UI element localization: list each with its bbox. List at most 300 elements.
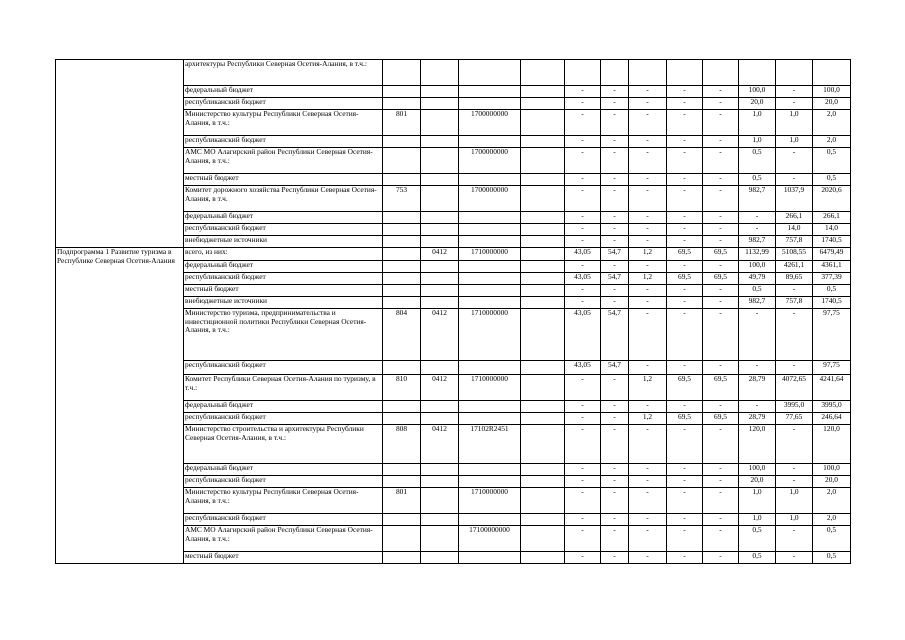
section-cell <box>421 464 459 476</box>
target-article-cell <box>459 464 521 476</box>
year-7-cell: 1,0 <box>776 136 813 148</box>
year-1-cell: - <box>565 212 601 224</box>
year-4-cell: - <box>667 514 703 526</box>
target-article-cell <box>459 285 521 297</box>
year-3-cell: 1,2 <box>629 248 667 261</box>
total-cell: 266,1 <box>813 212 851 224</box>
target-article-cell: 1710000000 <box>459 375 521 401</box>
year-1-cell: - <box>565 186 601 212</box>
expense-type-cell <box>521 186 565 212</box>
year-7-cell: 1,0 <box>776 488 813 514</box>
description-cell: федеральный бюджет <box>184 212 383 224</box>
target-article-cell <box>459 261 521 273</box>
program-cell <box>56 60 184 248</box>
expense-type-cell <box>521 148 565 174</box>
year-3-cell: - <box>629 297 667 309</box>
expense-type-cell <box>521 110 565 136</box>
target-article-cell <box>459 174 521 186</box>
year-2-cell: - <box>601 86 629 98</box>
year-4-cell: - <box>667 488 703 514</box>
section-cell <box>421 285 459 297</box>
table-body <box>56 60 851 564</box>
table-row <box>56 60 851 86</box>
section-cell: 0412 <box>421 425 459 464</box>
year-7-cell: - <box>776 464 813 476</box>
year-3-cell: - <box>629 212 667 224</box>
year-5-cell: - <box>703 174 739 186</box>
year-7-cell: 757,8 <box>776 297 813 309</box>
year-4-cell: - <box>667 98 703 110</box>
grbs-cell <box>383 552 421 564</box>
description-cell: республиканский бюджет <box>184 361 383 375</box>
year-3-cell: - <box>629 236 667 248</box>
year-5-cell: - <box>703 285 739 297</box>
year-5-cell: - <box>703 148 739 174</box>
section-cell <box>421 174 459 186</box>
year-2-cell: - <box>601 174 629 186</box>
year-1-cell: - <box>565 224 601 236</box>
description-cell: республиканский бюджет <box>184 273 383 285</box>
program-cell: Подпрограмма 1 Развитие туризма в Республике Северная Осетия-Алания <box>56 248 184 564</box>
grbs-cell <box>383 60 421 86</box>
year-1-cell <box>565 60 601 86</box>
year-2-cell: 54,7 <box>601 273 629 285</box>
year-1-cell: - <box>565 425 601 464</box>
year-6-cell <box>739 60 776 86</box>
total-cell: 1740,5 <box>813 297 851 309</box>
description-cell: Министерство туризма, предпринимательства и инвестиционной политики Республики Северная Осетия-Алания, в т.ч.: <box>184 309 383 361</box>
grbs-cell <box>383 236 421 248</box>
expense-type-cell <box>521 401 565 413</box>
year-1-cell: - <box>565 148 601 174</box>
year-3-cell: - <box>629 110 667 136</box>
description-cell: Министерство культуры Республики Северная Осетия-Алания, в т.ч.: <box>184 110 383 136</box>
year-2-cell: - <box>601 297 629 309</box>
target-article-cell: 1710000000 <box>459 248 521 261</box>
year-4-cell: - <box>667 136 703 148</box>
expense-type-cell <box>521 273 565 285</box>
total-cell: 2,0 <box>813 136 851 148</box>
year-7-cell: 14,0 <box>776 224 813 236</box>
grbs-cell <box>383 297 421 309</box>
year-4-cell: - <box>667 186 703 212</box>
section-cell <box>421 60 459 86</box>
grbs-cell: 801 <box>383 488 421 514</box>
total-cell: 4241,64 <box>813 375 851 401</box>
total-cell: 2,0 <box>813 514 851 526</box>
year-4-cell: 69,5 <box>667 273 703 285</box>
grbs-cell <box>383 464 421 476</box>
year-6-cell: - <box>739 212 776 224</box>
section-cell: 0412 <box>421 375 459 401</box>
year-2-cell: 54,7 <box>601 248 629 261</box>
year-3-cell: - <box>629 186 667 212</box>
year-6-cell: 1,0 <box>739 488 776 514</box>
year-7-cell: - <box>776 552 813 564</box>
year-4-cell: - <box>667 86 703 98</box>
year-1-cell: - <box>565 297 601 309</box>
description-cell: республиканский бюджет <box>184 98 383 110</box>
year-2-cell: - <box>601 476 629 488</box>
expense-type-cell <box>521 297 565 309</box>
year-2-cell: - <box>601 514 629 526</box>
target-article-cell: 17100000000 <box>459 526 521 552</box>
year-2-cell: - <box>601 110 629 136</box>
year-5-cell: - <box>703 236 739 248</box>
description-cell: республиканский бюджет <box>184 136 383 148</box>
expense-type-cell <box>521 526 565 552</box>
target-article-cell: 1710000000 <box>459 309 521 361</box>
year-1-cell: - <box>565 86 601 98</box>
section-cell <box>421 110 459 136</box>
target-article-cell: 1710000000 <box>459 488 521 514</box>
expense-type-cell <box>521 375 565 401</box>
year-4-cell: - <box>667 236 703 248</box>
year-7-cell: 89,65 <box>776 273 813 285</box>
total-cell: 100,0 <box>813 464 851 476</box>
year-2-cell: - <box>601 236 629 248</box>
year-6-cell: 0,5 <box>739 285 776 297</box>
section-cell <box>421 236 459 248</box>
year-7-cell: - <box>776 148 813 174</box>
year-7-cell: 1037,9 <box>776 186 813 212</box>
year-5-cell: 69,5 <box>703 375 739 401</box>
year-6-cell: - <box>739 309 776 361</box>
grbs-cell <box>383 413 421 425</box>
grbs-cell: 753 <box>383 186 421 212</box>
year-5-cell: - <box>703 309 739 361</box>
description-cell: АМС МО Алагирский район Республики Северная Осетия-Алания, в т.ч.: <box>184 148 383 174</box>
section-cell <box>421 361 459 375</box>
year-3-cell <box>629 60 667 86</box>
year-7-cell: 77,65 <box>776 413 813 425</box>
year-2-cell: - <box>601 261 629 273</box>
target-article-cell <box>459 552 521 564</box>
year-6-cell: 982,7 <box>739 297 776 309</box>
description-cell: республиканский бюджет <box>184 514 383 526</box>
target-article-cell <box>459 401 521 413</box>
year-6-cell: 120,0 <box>739 425 776 464</box>
year-7-cell: - <box>776 86 813 98</box>
description-cell: федеральный бюджет <box>184 464 383 476</box>
target-article-cell <box>459 413 521 425</box>
grbs-cell <box>383 86 421 98</box>
year-7-cell: 1,0 <box>776 514 813 526</box>
year-4-cell: - <box>667 212 703 224</box>
year-1-cell: - <box>565 514 601 526</box>
year-7-cell: - <box>776 309 813 361</box>
section-cell <box>421 98 459 110</box>
year-6-cell: 0,5 <box>739 552 776 564</box>
year-2-cell: - <box>601 425 629 464</box>
section-cell <box>421 273 459 285</box>
description-cell: Комитет дорожного хозяйства Республики Северная Осетия-Алания, в т.ч. <box>184 186 383 212</box>
year-7-cell: - <box>776 285 813 297</box>
year-3-cell: - <box>629 98 667 110</box>
total-cell: 2020,6 <box>813 186 851 212</box>
year-6-cell: 982,7 <box>739 186 776 212</box>
year-1-cell: - <box>565 488 601 514</box>
year-5-cell: - <box>703 297 739 309</box>
total-cell: 2,0 <box>813 488 851 514</box>
year-5-cell: 69,5 <box>703 413 739 425</box>
target-article-cell <box>459 297 521 309</box>
year-5-cell: - <box>703 476 739 488</box>
year-5-cell: - <box>703 136 739 148</box>
year-3-cell: - <box>629 86 667 98</box>
section-cell: 0412 <box>421 309 459 361</box>
description-cell: федеральный бюджет <box>184 86 383 98</box>
total-cell: 20,0 <box>813 476 851 488</box>
target-article-cell <box>459 514 521 526</box>
year-7-cell: 4261,1 <box>776 261 813 273</box>
year-6-cell: 0,5 <box>739 526 776 552</box>
year-7-cell: 5108,55 <box>776 248 813 261</box>
year-5-cell: - <box>703 425 739 464</box>
year-3-cell: - <box>629 526 667 552</box>
year-7-cell: 1,0 <box>776 110 813 136</box>
year-2-cell: - <box>601 375 629 401</box>
year-2-cell: - <box>601 148 629 174</box>
year-5-cell: - <box>703 526 739 552</box>
year-2-cell: - <box>601 488 629 514</box>
total-cell: 377,39 <box>813 273 851 285</box>
year-6-cell: 0,5 <box>739 148 776 174</box>
budget-table <box>55 59 851 564</box>
grbs-cell <box>383 174 421 186</box>
expense-type-cell <box>521 552 565 564</box>
year-5-cell: - <box>703 401 739 413</box>
year-2-cell: - <box>601 526 629 552</box>
grbs-cell: 801 <box>383 110 421 136</box>
year-1-cell: - <box>565 174 601 186</box>
grbs-cell: 804 <box>383 309 421 361</box>
year-6-cell: 20,0 <box>739 476 776 488</box>
section-cell <box>421 401 459 413</box>
year-5-cell: - <box>703 224 739 236</box>
year-2-cell: - <box>601 136 629 148</box>
year-6-cell: - <box>739 361 776 375</box>
expense-type-cell <box>521 514 565 526</box>
grbs-cell <box>383 212 421 224</box>
expense-type-cell <box>521 261 565 273</box>
target-article-cell: 17102R2451 <box>459 425 521 464</box>
year-1-cell: - <box>565 413 601 425</box>
year-7-cell: - <box>776 361 813 375</box>
year-5-cell: - <box>703 464 739 476</box>
expense-type-cell <box>521 413 565 425</box>
year-5-cell <box>703 60 739 86</box>
year-1-cell: - <box>565 261 601 273</box>
year-3-cell: - <box>629 552 667 564</box>
year-4-cell: - <box>667 297 703 309</box>
total-cell <box>813 60 851 86</box>
year-1-cell: - <box>565 464 601 476</box>
year-4-cell: - <box>667 285 703 297</box>
year-6-cell: 0,5 <box>739 174 776 186</box>
total-cell: 20,0 <box>813 98 851 110</box>
year-6-cell: 100,0 <box>739 464 776 476</box>
year-7-cell: - <box>776 98 813 110</box>
description-cell: внебюджетные источники <box>184 236 383 248</box>
year-5-cell: 69,5 <box>703 273 739 285</box>
year-6-cell: - <box>739 401 776 413</box>
year-6-cell: 1,0 <box>739 110 776 136</box>
total-cell: 97,75 <box>813 361 851 375</box>
target-article-cell <box>459 86 521 98</box>
grbs-cell <box>383 285 421 297</box>
year-2-cell: - <box>601 401 629 413</box>
year-1-cell: - <box>565 98 601 110</box>
grbs-cell <box>383 261 421 273</box>
year-6-cell: 1,0 <box>739 136 776 148</box>
year-4-cell: - <box>667 526 703 552</box>
target-article-cell: 1700000000 <box>459 148 521 174</box>
description-cell: местный бюджет <box>184 174 383 186</box>
expense-type-cell <box>521 248 565 261</box>
year-4-cell: - <box>667 224 703 236</box>
total-cell: 120,0 <box>813 425 851 464</box>
section-cell <box>421 212 459 224</box>
grbs-cell <box>383 224 421 236</box>
target-article-cell <box>459 98 521 110</box>
year-3-cell: 1,2 <box>629 375 667 401</box>
year-7-cell: - <box>776 425 813 464</box>
year-5-cell: - <box>703 98 739 110</box>
total-cell: 14,0 <box>813 224 851 236</box>
year-3-cell: - <box>629 488 667 514</box>
year-4-cell: - <box>667 110 703 136</box>
year-6-cell: 20,0 <box>739 98 776 110</box>
total-cell: 4361,1 <box>813 261 851 273</box>
year-1-cell: 43,05 <box>565 361 601 375</box>
target-article-cell <box>459 60 521 86</box>
year-1-cell: - <box>565 236 601 248</box>
grbs-cell: 810 <box>383 375 421 401</box>
year-6-cell: 49,79 <box>739 273 776 285</box>
expense-type-cell <box>521 174 565 186</box>
year-3-cell: 1,2 <box>629 273 667 285</box>
year-7-cell: - <box>776 476 813 488</box>
year-3-cell: - <box>629 224 667 236</box>
year-4-cell: - <box>667 148 703 174</box>
year-5-cell: - <box>703 361 739 375</box>
year-6-cell: - <box>739 224 776 236</box>
description-cell: республиканский бюджет <box>184 476 383 488</box>
expense-type-cell <box>521 309 565 361</box>
section-cell <box>421 148 459 174</box>
year-6-cell: 100,0 <box>739 86 776 98</box>
description-cell: Министерство культуры Республики Северная Осетия-Алания, в т.ч.: <box>184 488 383 514</box>
year-4-cell: - <box>667 552 703 564</box>
grbs-cell <box>383 476 421 488</box>
year-1-cell: - <box>565 552 601 564</box>
grbs-cell <box>383 361 421 375</box>
year-3-cell: - <box>629 514 667 526</box>
total-cell: 1740,5 <box>813 236 851 248</box>
year-3-cell: - <box>629 464 667 476</box>
year-3-cell: - <box>629 476 667 488</box>
year-5-cell: - <box>703 552 739 564</box>
section-cell <box>421 476 459 488</box>
year-2-cell: 54,7 <box>601 309 629 361</box>
total-cell: 3995,0 <box>813 401 851 413</box>
expense-type-cell <box>521 98 565 110</box>
description-cell: архитектуры Республики Северная Осетия-Алания, в т.ч.: <box>184 60 383 86</box>
target-article-cell <box>459 476 521 488</box>
grbs-cell <box>383 401 421 413</box>
total-cell: 0,5 <box>813 552 851 564</box>
year-4-cell: - <box>667 261 703 273</box>
target-article-cell <box>459 224 521 236</box>
year-4-cell: - <box>667 476 703 488</box>
grbs-cell <box>383 514 421 526</box>
year-1-cell: 43,05 <box>565 273 601 285</box>
year-3-cell: 1,2 <box>629 413 667 425</box>
target-article-cell <box>459 361 521 375</box>
year-7-cell: - <box>776 174 813 186</box>
year-3-cell: - <box>629 309 667 361</box>
year-2-cell: 54,7 <box>601 361 629 375</box>
year-7-cell: 757,8 <box>776 236 813 248</box>
year-5-cell: - <box>703 86 739 98</box>
year-2-cell: - <box>601 552 629 564</box>
year-1-cell: - <box>565 526 601 552</box>
target-article-cell <box>459 212 521 224</box>
expense-type-cell <box>521 425 565 464</box>
grbs-cell: 808 <box>383 425 421 464</box>
year-3-cell: - <box>629 285 667 297</box>
year-7-cell: 4072,65 <box>776 375 813 401</box>
total-cell: 0,5 <box>813 526 851 552</box>
year-6-cell: 28,79 <box>739 375 776 401</box>
year-5-cell: - <box>703 110 739 136</box>
section-cell <box>421 186 459 212</box>
expense-type-cell <box>521 361 565 375</box>
section-cell <box>421 413 459 425</box>
section-cell <box>421 514 459 526</box>
total-cell: 0,5 <box>813 285 851 297</box>
section-cell <box>421 86 459 98</box>
year-3-cell: - <box>629 148 667 174</box>
grbs-cell <box>383 273 421 285</box>
section-cell: 0412 <box>421 248 459 261</box>
year-5-cell: - <box>703 212 739 224</box>
year-3-cell: - <box>629 261 667 273</box>
year-4-cell: - <box>667 174 703 186</box>
total-cell: 6479,49 <box>813 248 851 261</box>
year-7-cell: 266,1 <box>776 212 813 224</box>
year-3-cell: - <box>629 361 667 375</box>
year-2-cell: - <box>601 98 629 110</box>
year-1-cell: - <box>565 285 601 297</box>
section-cell <box>421 224 459 236</box>
grbs-cell <box>383 148 421 174</box>
year-5-cell: 69,5 <box>703 248 739 261</box>
description-cell: федеральный бюджет <box>184 401 383 413</box>
expense-type-cell <box>521 464 565 476</box>
year-4-cell: - <box>667 309 703 361</box>
year-1-cell: - <box>565 401 601 413</box>
year-1-cell: 43,05 <box>565 248 601 261</box>
description-cell: всего, из них: <box>184 248 383 261</box>
year-3-cell: - <box>629 136 667 148</box>
description-cell: местный бюджет <box>184 552 383 564</box>
section-cell <box>421 488 459 514</box>
grbs-cell <box>383 98 421 110</box>
target-article-cell <box>459 136 521 148</box>
year-1-cell: - <box>565 110 601 136</box>
